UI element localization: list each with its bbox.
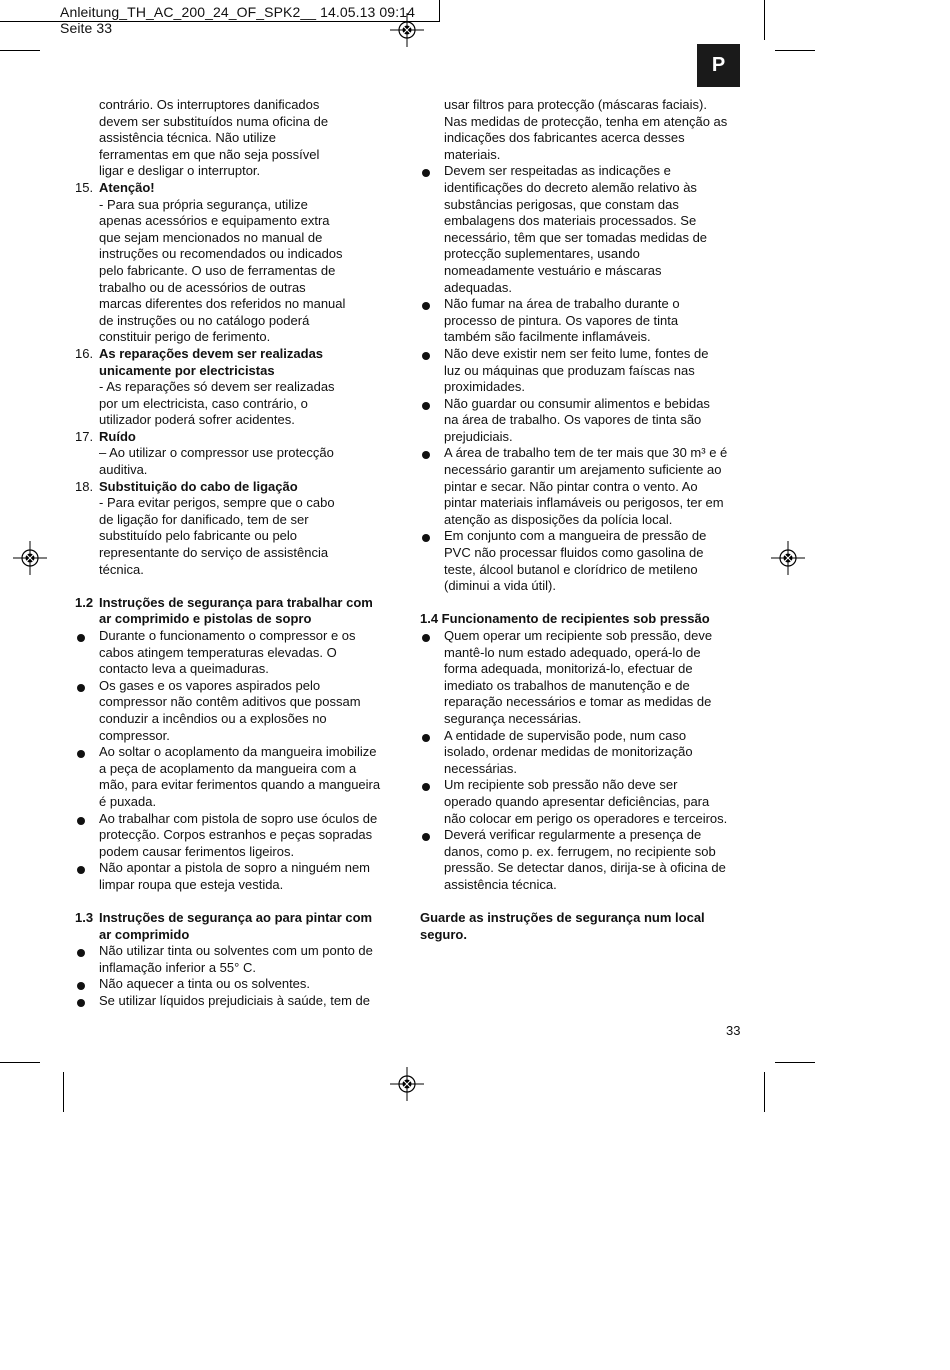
list-item-16 bbox=[75, 346, 405, 429]
registration-mark-icon bbox=[390, 13, 424, 47]
crop-mark bbox=[764, 0, 765, 40]
text-line: substituído pelo fabricante ou pelo bbox=[99, 528, 298, 544]
crop-mark bbox=[0, 1062, 40, 1063]
item-number: 16. bbox=[75, 345, 94, 361]
text-line: trabalho ou de acessórios de outras bbox=[99, 279, 306, 295]
bullet-item: Quem operar um recipiente sob pressão, deve mantê-lo num estado adequado, operá-lo de forma adequada, monitorizá-lo, efectuar de imediato os trabalhos de manutenção e de reparação necessários e tomar as medidas de segurança necessárias. bbox=[420, 628, 750, 728]
item-title: As reparações devem ser realizadas bbox=[99, 345, 324, 361]
text-line: contrário. Os interruptores danificados bbox=[99, 97, 320, 112]
bullet-item: A área de trabalho tem de ter mais que 30 m³ e é necessário garantir um arejamento suficiente ao pintar e secar. Não pintar contra o vento. Ao pintar materiais inflamáveis ou perigosos, ter em atenção as disposições da polícia local. bbox=[420, 445, 750, 528]
section-heading-1-2 bbox=[75, 595, 405, 628]
section-title: ar comprimido e pistolas de sopro bbox=[99, 611, 312, 627]
text-line: ferramentas em que não seja possível bbox=[99, 146, 320, 162]
paragraph bbox=[75, 97, 405, 180]
text-line: utilizador poderá sofrer acidentes. bbox=[99, 412, 295, 428]
crop-mark bbox=[764, 1072, 765, 1112]
print-header bbox=[0, 0, 440, 36]
bullet-item: Não fumar na área de trabalho durante o processo de pintura. Os vapores de tinta também são facilmente inflamáveis. bbox=[420, 296, 750, 346]
section-heading-1-4: 1.4 Funcionamento de recipientes sob pressão bbox=[420, 611, 710, 627]
text-line: representante do serviço de assistência bbox=[99, 545, 329, 561]
registration-mark-icon bbox=[13, 541, 47, 575]
text-line: que sejam mencionados no manual de bbox=[99, 229, 323, 245]
bullet-item: Durante o funcionamento o compressor e os cabos atingem temperaturas elevadas. O contacto leva a queimaduras. bbox=[75, 628, 405, 678]
item-title: unicamente por electricistas bbox=[99, 362, 275, 378]
bullet-item: Não guardar ou consumir alimentos e bebidas na área de trabalho. Os vapores de tinta são prejudiciais. bbox=[420, 396, 750, 446]
section-title: Instruções de segurança para trabalhar com bbox=[99, 594, 373, 610]
bullet-item: Não deve existir nem ser feito lume, fontes de luz ou máquinas que produzam faíscas nas proximidades. bbox=[420, 346, 750, 396]
bullet-item: Não utilizar tinta ou solventes com um ponto de inflamação inferior a 55° C. bbox=[75, 943, 405, 976]
text-line: de ligação for danificado, tem de ser bbox=[99, 511, 309, 527]
text-line: apenas acessórios e equipamento extra bbox=[99, 213, 330, 229]
bullet-item: Devem ser respeitadas as indicações e identificações do decreto alemão relativo às substâncias perigosas, que constam das embalagens dos materiais processados. Se necessário, têm que ser tomadas medidas de protecção suplementares, usando nomeadamente vestuário e máscaras adequadas. bbox=[420, 163, 750, 296]
section-number: 1.2 bbox=[75, 594, 94, 610]
text-line: marcas diferentes dos referidos no manual bbox=[99, 296, 346, 312]
item-number: 18. bbox=[75, 478, 94, 494]
list-item-15 bbox=[75, 180, 405, 346]
crop-mark bbox=[63, 1072, 64, 1112]
section-number: 1.3 bbox=[75, 910, 94, 926]
bullet-item: Não apontar a pistola de sopro a ninguém nem limpar roupa que esteja vestida. bbox=[75, 860, 405, 893]
text-line: técnica. bbox=[99, 561, 144, 577]
bullet-item: Não aquecer a tinta ou os solventes. bbox=[75, 976, 405, 993]
list-item-17 bbox=[75, 429, 405, 479]
page-number: 33 bbox=[726, 1023, 741, 1038]
registration-mark-icon bbox=[771, 541, 805, 575]
bullet-item: A entidade de supervisão pode, num caso isolado, ordenar medidas de monitorização necessárias. bbox=[420, 728, 750, 778]
text-line: - Para sua própria segurança, utilize bbox=[99, 196, 308, 212]
item-title: Atenção! bbox=[99, 179, 155, 195]
bullet-item: Ao trabalhar com pistola de sopro use óculos de protecção. Corpos estranhos e peças sopradas podem causar ferimentos ligeiros. bbox=[75, 811, 405, 861]
closing-note: Guarde as instruções de segurança num local seguro. bbox=[420, 910, 705, 942]
text-line: - As reparações só devem ser realizadas bbox=[99, 379, 335, 395]
text-line: assistência técnica. Não utilize bbox=[99, 130, 277, 146]
print-info: Anleitung_TH_AC_200_24_OF_SPK2__ 14.05.13 09:14 Seite 33 bbox=[60, 4, 415, 36]
text-line: ligar e desligar o interruptor. bbox=[99, 163, 261, 179]
bullet-item: Ao soltar o acoplamento da mangueira imobilize a peça de acoplamento da mangueira com a mão, para evitar ferimentos quando a mangueira é puxada. bbox=[75, 744, 405, 810]
crop-mark bbox=[0, 50, 40, 51]
bullet-item: Se utilizar líquidos prejudiciais à saúde, tem de bbox=[75, 993, 405, 1010]
text-line: de instruções ou no catálogo poderá bbox=[99, 312, 310, 328]
text-line: instruções ou recomendados ou indicados bbox=[99, 246, 343, 262]
bullet-item: Em conjunto com a mangueira de pressão de PVC não processar fluidos como gasolina de teste, álcool butanol e clorídrico de metileno (diminui a vida útil). bbox=[420, 528, 750, 594]
registration-mark-icon bbox=[390, 1067, 424, 1101]
text-line: – Ao utilizar o compressor use protecção bbox=[99, 445, 334, 461]
text-line: pelo fabricante. O uso de ferramentas de bbox=[99, 262, 336, 278]
language-badge: P bbox=[697, 44, 740, 87]
crop-mark bbox=[775, 1062, 815, 1063]
item-number: 15. bbox=[75, 179, 94, 195]
text-line: constituir perigo de ferimento. bbox=[99, 329, 271, 345]
section-title: ar comprimido bbox=[99, 926, 190, 942]
text-line: devem ser substituídos numa oficina de bbox=[99, 113, 329, 129]
section-heading-1-3 bbox=[75, 910, 405, 943]
item-number: 17. bbox=[75, 428, 94, 444]
list-item-18 bbox=[75, 479, 405, 579]
crop-mark bbox=[775, 50, 815, 51]
bullet-item: Deverá verificar regularmente a presença de danos, como p. ex. ferrugem, no recipiente sob pressão. Se detectar danos, dirija-se à oficina de assistência técnica. bbox=[420, 827, 750, 893]
right-column bbox=[420, 97, 750, 943]
item-title: Substituição do cabo de ligação bbox=[99, 478, 298, 494]
left-column bbox=[75, 97, 405, 1010]
text-line: auditiva. bbox=[99, 462, 148, 478]
bullet-item: Um recipiente sob pressão não deve ser operado quando apresentar deficiências, para não colocar em perigo os operadores e terceiros. bbox=[420, 777, 750, 827]
text-line: por um electricista, caso contrário, o bbox=[99, 395, 308, 411]
paragraph: usar filtros para protecção (máscaras faciais). Nas medidas de protecção, tenha em atenção as indicações dos fabricantes acerca desses materiais. bbox=[444, 97, 728, 162]
text-line: - Para evitar perigos, sempre que o cabo bbox=[99, 495, 335, 511]
item-title: Ruído bbox=[99, 428, 136, 444]
bullet-item: Os gases e os vapores aspirados pelo compressor não contêm aditivos que possam conduzir a incêndios ou a explosões no compressor. bbox=[75, 678, 405, 744]
section-title: Instruções de segurança ao para pintar com bbox=[99, 910, 373, 926]
